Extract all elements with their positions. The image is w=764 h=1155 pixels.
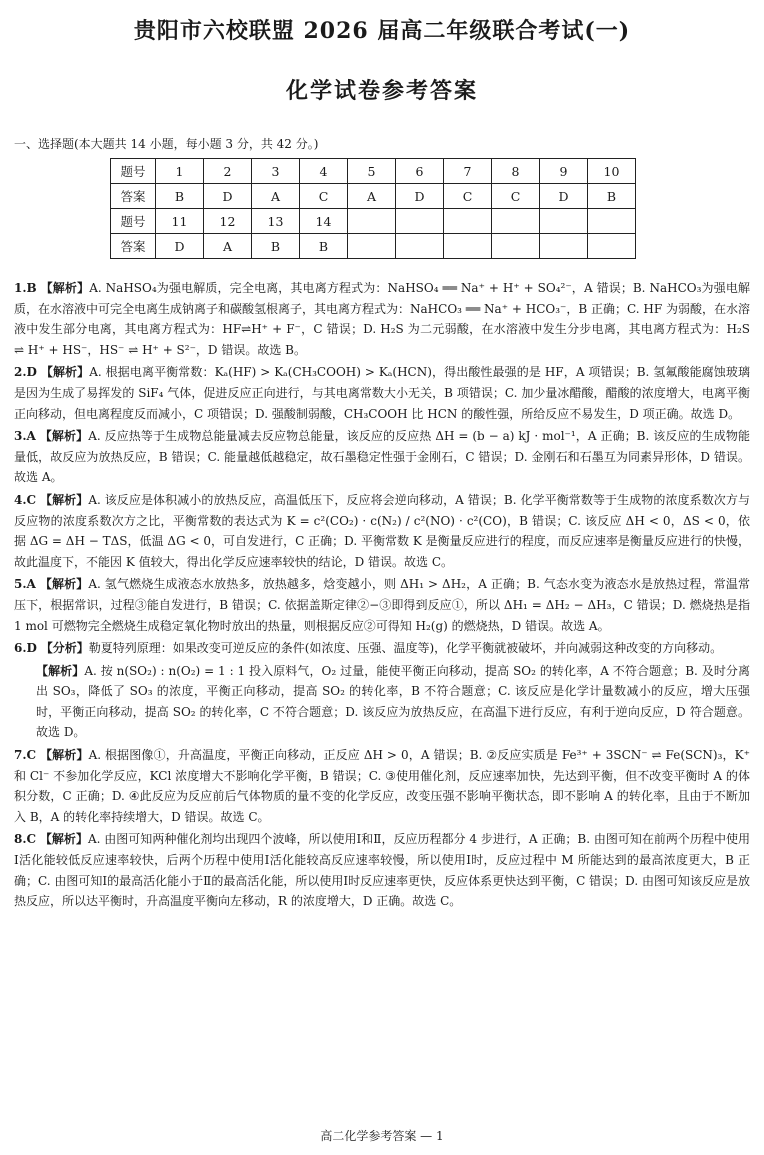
answer-cell: D <box>540 184 588 209</box>
row-label-answer: 答案 <box>111 184 156 209</box>
answer-cell: A <box>252 184 300 209</box>
row-label-answer: 答案 <box>111 234 156 259</box>
question-cell: 5 <box>348 159 396 184</box>
table-row-answers-2 <box>111 234 636 259</box>
item-text: A. 按 n(SO₂) : n(O₂) = 1 : 1 投入原料气，O₂ 过量，能使平衡正向移动，提高 SO₂ 的转化率，A 不符合题意；B. 及时分离出 SO₃，降低了 SO₃ 的浓度，平衡正向移动，提高 SO₂ 的转化率，B 不符合题意；C. 该反应是化学计量数减小的反应，增大压强时，平衡正向移动，提高 SO₂ 的转化率，C 不符合题意；D. 该反应为放热反应，在高温下进行反应，有利于逆向反应，D 符合题意。故选 D。 <box>36 663 750 740</box>
question-cell: 3 <box>252 159 300 184</box>
answer-cell <box>540 234 588 259</box>
solution-item <box>14 638 750 659</box>
answer-cell: D <box>396 184 444 209</box>
answer-cell <box>444 234 492 259</box>
solution-item <box>14 574 750 636</box>
answer-cell: B <box>588 184 636 209</box>
table-row-answers-1 <box>111 184 636 209</box>
item-tag: 【解析】 <box>39 492 89 507</box>
solution-item <box>14 745 750 827</box>
question-cell: 14 <box>300 209 348 234</box>
answer-cell <box>396 234 444 259</box>
answer-table <box>110 158 636 259</box>
row-label-question: 题号 <box>111 159 156 184</box>
answer-cell: C <box>300 184 348 209</box>
item-text: A. 氢气燃烧生成液态水放热多，放热越多，焓变越小，则 ΔH₁ > ΔH₂，A 正确；B. 气态水变为液态水是放热过程，常温常压下，根据常识，过程③能自发进行，B 错误；C. 依据盖斯定律②−③即得到反应①，所以 ΔH₁ = ΔH₂ − ΔH₃，C 错误；D. 燃烧热是指 1 mol 可燃物完全燃烧生成稳定氧化物时放出的热量，则根据反应②可得知 H₂(g) 的燃烧热，D 错误。故选 A。 <box>14 577 750 633</box>
table-row-questions-2 <box>111 209 636 234</box>
item-tag: 【解析】 <box>39 832 88 847</box>
item-tag: 【解析】 <box>39 429 89 444</box>
question-cell: 9 <box>540 159 588 184</box>
answer-cell <box>588 234 636 259</box>
answer-cell <box>348 234 396 259</box>
solutions-body <box>14 278 750 914</box>
answer-cell: D <box>204 184 252 209</box>
item-number: 2.D <box>14 365 37 380</box>
item-tag: 【解析】 <box>36 663 85 678</box>
item-number: 8.C <box>14 832 37 847</box>
item-text: A. 该反应是体积减小的放热反应，高温低压下，反应将会逆向移动，A 错误；B. 化学平衡常数等于生成物的浓度系数次方与反应物的浓度系数次方之比，平衡常数的表达式为 K = c²(CO₂) · c(N₂) / c²(NO) · c²(CO)，B 错误；C. 该反应 ΔH < 0，ΔS < 0，依据 ΔG = ΔH − TΔS，低温 ΔG < 0，可自发进行，C 正确；D. 平衡常数 K 是衡量反应进行的程度，而反应速率是衡量反应进行的快慢，故此温度下，不能因 K 值较大，得出化学反应速率较快的结论，D 错误。故选 C。 <box>14 492 750 569</box>
answer-cell: B <box>300 234 348 259</box>
item-number: 5.A <box>14 577 36 592</box>
page-footer: 高二化学参考答案 — 1 <box>320 1129 444 1143</box>
answer-cell: A <box>204 234 252 259</box>
item-text: 勒夏特列原理：如果改变可逆反应的条件(如浓度、压强、温度等)，化学平衡就被破坏，并向减弱这种改变的方向移动。 <box>88 641 723 656</box>
question-cell: 1 <box>156 159 204 184</box>
item-tag: 【解析】 <box>40 748 89 763</box>
question-cell: 10 <box>588 159 636 184</box>
question-cell: 13 <box>252 209 300 234</box>
solution-item <box>14 829 750 911</box>
item-text: A. 根据电离平衡常数：Kₐ(HF) > Kₐ(CH₃COOH) > Kₐ(HCN)，得出酸性最强的是 HF，A 项错误；B. 氢氟酸能腐蚀玻璃是因为生成了易挥发的 SiF₄ 气体，促进反应正向进行，与其电离常数大小无关，B 项错误；C. 加少量冰醋酸，醋酸的浓度增大，电离平衡正向移动，但电离程度反而减小，C 项错误；D. 强酸制弱酸，CH₃COOH 比 HCN 的酸性强，所给反应不易发生，D 项正确。故选 D。 <box>14 365 750 421</box>
answer-cell: B <box>156 184 204 209</box>
question-cell <box>540 209 588 234</box>
item-text: A. 反应热等于生成物总能量减去反应物总能量，该反应的反应热 ΔH = (b − a) kJ · mol⁻¹，A 正确；B. 该反应的生成物能量低，故反应为放热反应，B 错误；C. 能量越低越稳定，故石墨稳定性强于金刚石，C 错误；D. 金刚石和石墨互为同素异形体，D 错误。故选 A。 <box>14 429 750 485</box>
item-tag: 【解析】 <box>40 365 90 380</box>
answer-cell: A <box>348 184 396 209</box>
question-cell: 12 <box>204 209 252 234</box>
question-cell: 8 <box>492 159 540 184</box>
solution-item <box>14 362 750 424</box>
question-cell <box>444 209 492 234</box>
question-cell <box>396 209 444 234</box>
solution-item <box>14 278 750 360</box>
page-subtitle: 化学试卷参考答案 <box>285 78 478 104</box>
answer-cell <box>492 234 540 259</box>
answer-cell: B <box>252 234 300 259</box>
item-number: 7.C <box>14 748 37 763</box>
item-text: A. NaHSO₄为强电解质，完全电离，其电离方程式为：NaHSO₄ ══ Na⁺ + H⁺ + SO₄²⁻，A 错误；B. NaHCO₃为强电解质，在水溶液中可完全电离生成钠离子和碳酸氢根离子，其电离方程式为：NaHCO₃ ══ Na⁺ + HCO₃⁻，B 正确；C. HF 为弱酸，在水溶液中发生部分电离，其电离方程式为：HF⇌H⁺ + F⁻，C 错误；D. H₂S 为二元弱酸，在水溶液中发生分步电离，其电离方程式为：H₂S ⇌ H⁺ + HS⁻，HS⁻ ⇌ H⁺ + S²⁻，D 错误。故选 B。 <box>14 281 750 357</box>
item-text: A. 根据图像①，升高温度，平衡正向移动，正反应 ΔH > 0，A 错误；B. ②反应实质是 Fe³⁺ + 3SCN⁻ ⇌ Fe(SCN)₃，K⁺ 和 Cl⁻ 不参加化学反应，KCl 浓度增大不影响化学平衡，B 错误；C. ③使用催化剂，反应速率加快，先达到平衡，但不改变平衡时 A 的体积分数，C 正确；D. ④此反应为反应前后气体物质的量不变的化学反应，改变压强不影响平衡状态，即不影响 A 的转化率，且由于不断加入 B，A 的转化率持续增大，D 错误。故选 C。 <box>14 748 750 824</box>
answer-cell: D <box>156 234 204 259</box>
solution-item <box>14 426 750 488</box>
item-number: 1.B <box>14 281 37 295</box>
question-cell <box>588 209 636 234</box>
item-number: 4.C <box>14 492 37 507</box>
question-cell <box>492 209 540 234</box>
item-number: 3.A <box>14 429 36 444</box>
question-cell: 7 <box>444 159 492 184</box>
item-text: A. 由图可知两种催化剂均出现四个波峰，所以使用Ⅰ和Ⅱ，反应历程都分 4 步进行，A 正确；B. 由图可知在前两个历程中使用Ⅰ活化能较低反应速率较快，后两个历程中使用Ⅰ活化能较高反应速率较慢，所以使用Ⅰ时，反应过程中 M 所能达到的最高浓度更大，B 正确；C. 由图可知Ⅰ的最高活化能小于Ⅱ的最高活化能，所以使用Ⅰ时反应速率更快，反应体系更快达到平衡，C 错误；D. 由图可知该反应是放热反应，所以达平衡时，升高温度平衡向左移动，R 的浓度增大，D 正确。故选 C。 <box>14 832 750 909</box>
question-cell: 4 <box>300 159 348 184</box>
page-title: 贵阳市六校联盟 2026 届高二年级联合考试(一) <box>133 18 631 44</box>
solution-item <box>14 490 750 572</box>
item-tag: 【解析】 <box>39 577 89 592</box>
section-heading: 一、选择题(本大题共 14 小题，每小题 3 分，共 42 分。) <box>14 137 319 151</box>
item-tag: 【解析】 <box>40 281 90 295</box>
question-cell: 11 <box>156 209 204 234</box>
item-number: 6.D <box>14 641 37 656</box>
answer-cell: C <box>492 184 540 209</box>
table-row-questions-1 <box>111 159 636 184</box>
row-label-question: 题号 <box>111 209 156 234</box>
solution-item <box>14 661 750 743</box>
answer-cell: C <box>444 184 492 209</box>
question-cell: 6 <box>396 159 444 184</box>
question-cell <box>348 209 396 234</box>
item-tag: 【分析】 <box>40 641 89 656</box>
question-cell: 2 <box>204 159 252 184</box>
